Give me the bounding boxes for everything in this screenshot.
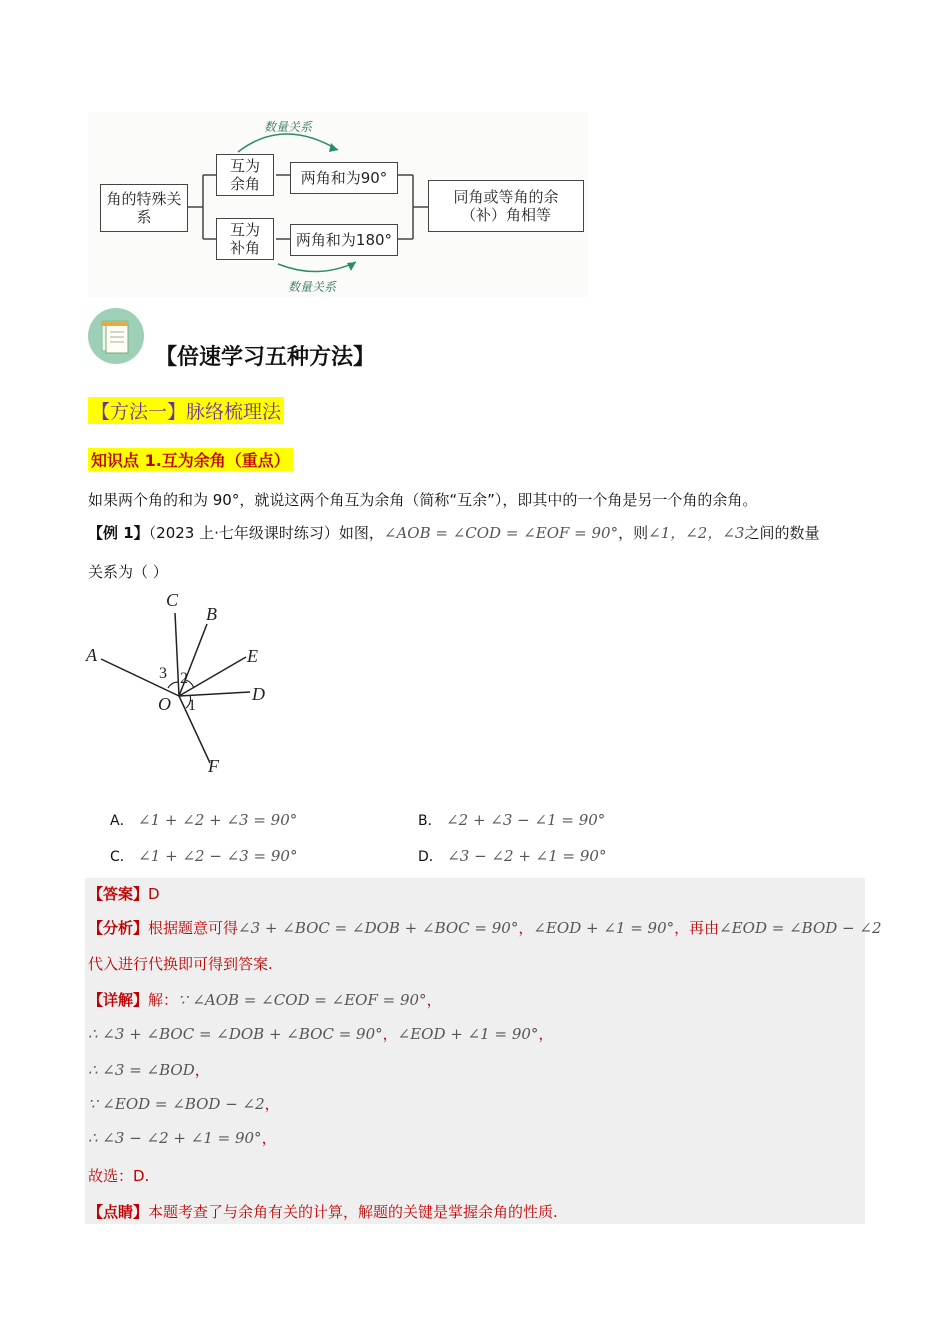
option-a (110, 810, 297, 830)
step-5-line (88, 1128, 277, 1148)
label-e: E (247, 646, 258, 666)
note-bottom: 数量关系 (288, 280, 337, 294)
example-line-2: 关系为（ ） (88, 563, 168, 581)
comment-tag: 【点睛】 (88, 1203, 149, 1221)
supplementary-box: 互为补角 (216, 218, 274, 260)
label-2: 2 (180, 670, 188, 687)
ray-oc (175, 613, 179, 696)
label-o: O (158, 694, 171, 714)
option-b-expr: ∠2 + ∠3 − ∠1 = 90° (446, 811, 606, 829)
step-2b: ∠EOD + ∠1 = 90° (397, 1025, 539, 1043)
root-box: 角的特殊关系 (100, 184, 188, 232)
answer-tag: 【答案】 (88, 885, 149, 903)
label-b: B (206, 604, 217, 624)
note-top: 数量关系 (264, 120, 313, 134)
analysis-tag: 【分析】 (88, 919, 149, 937)
option-b (418, 810, 605, 830)
comment-text: 本题考查了与余角有关的计算，解题的关键是掌握余角的性质. (148, 1203, 558, 1221)
label-f: F (208, 756, 219, 776)
example-condition: ∠AOB = ∠COD = ∠EOF = 90° (383, 524, 619, 542)
detail-intro: 解： (148, 991, 179, 1009)
option-a-expr: ∠1 + ∠2 + ∠3 = 90° (138, 811, 298, 829)
angle-figure (82, 588, 282, 780)
option-d-letter: D． (418, 849, 443, 865)
concept-diagram (88, 112, 588, 297)
step-2a: ∴ ∠3 + ∠BOC = ∠DOB + ∠BOC = 90° (88, 1025, 383, 1043)
step-3-line (88, 1060, 210, 1080)
ray-oa (101, 659, 179, 696)
step-1: ∵ ∠AOB = ∠COD = ∠EOF = 90° (178, 991, 427, 1009)
detail-tag: 【详解】 (88, 991, 149, 1009)
option-c-letter: C． (110, 849, 134, 865)
analysis-c: ，再由 (674, 919, 720, 937)
step-5: ∴ ∠3 − ∠2 + ∠1 = 90° (88, 1129, 262, 1147)
method-title-text: 【方法一】脉络梳理法 (88, 397, 284, 424)
method-title (88, 397, 284, 424)
choice-line: 故选：D. (88, 1167, 150, 1185)
analysis-line-2: 代入进行代换即可得到答案. (88, 955, 273, 973)
complementary-relation-box: 两角和为90° (290, 162, 398, 194)
step-2-comma-b: ， (538, 1025, 554, 1043)
supplementary-relation-box: 两角和为180° (290, 224, 398, 256)
example-line (88, 523, 819, 543)
step-4-line (88, 1094, 280, 1114)
option-b-letter: B． (418, 813, 442, 829)
result-box: 同角或等角的余（补）角相等 (428, 180, 584, 232)
analysis-a: 根据题意可得 (148, 919, 239, 937)
step-3: ∴ ∠3 = ∠BOD (88, 1061, 195, 1079)
option-d (418, 846, 606, 866)
step-2-line (88, 1024, 553, 1044)
example-mid: ，则 (618, 524, 649, 542)
option-c (110, 846, 297, 866)
label-c: C (166, 590, 179, 610)
label-3: 3 (159, 665, 167, 682)
example-label: 【例 1】 (88, 524, 149, 542)
ray-oe (179, 657, 246, 696)
notebook-icon (88, 308, 144, 364)
section-title: 【倍速学习五种方法】 (155, 345, 376, 370)
example-tail: 之间的数量 (744, 524, 820, 542)
analysis-m3: ∠EOD = ∠BOD − ∠2 (719, 919, 882, 937)
complementary-box: 互为余角 (216, 154, 274, 196)
example-source: （2023 上·七年级课时练习）如图， (148, 524, 384, 542)
step-2-comma-a: ， (382, 1025, 398, 1043)
option-a-letter: A． (110, 813, 134, 829)
definition-text: 如果两个角的和为 90°，就说这两个角互为余角（简称“互余”），即其中的一个角是另一个角的余角。 (88, 491, 758, 509)
label-a: A (86, 645, 97, 665)
step-4-comma: ， (264, 1095, 280, 1113)
example-angles: ∠1，∠2，∠3 (648, 524, 745, 542)
analysis-m2: ∠EOD + ∠1 = 90° (533, 919, 675, 937)
knowledge-point-text: 知识点 1.互为余角（重点） (88, 448, 293, 471)
label-d: D (252, 684, 265, 704)
analysis-b: ， (518, 919, 534, 937)
analysis-m1: ∠3 + ∠BOC = ∠DOB + ∠BOC = 90° (238, 919, 519, 937)
step-1-comma: ， (426, 991, 442, 1009)
analysis-line (88, 918, 882, 938)
knowledge-point-title (88, 448, 293, 471)
step-3-comma: ， (194, 1061, 210, 1079)
label-1: 1 (188, 697, 196, 714)
option-d-expr: ∠3 − ∠2 + ∠1 = 90° (447, 847, 607, 865)
option-c-expr: ∠1 + ∠2 − ∠3 = 90° (138, 847, 298, 865)
comment-line (88, 1202, 558, 1222)
detail-line (88, 990, 442, 1010)
step-4: ∵ ∠EOD = ∠BOD − ∠2 (88, 1095, 265, 1113)
answer-line (88, 884, 160, 904)
step-5-comma: ， (261, 1129, 277, 1147)
answer-value: D (148, 885, 160, 903)
